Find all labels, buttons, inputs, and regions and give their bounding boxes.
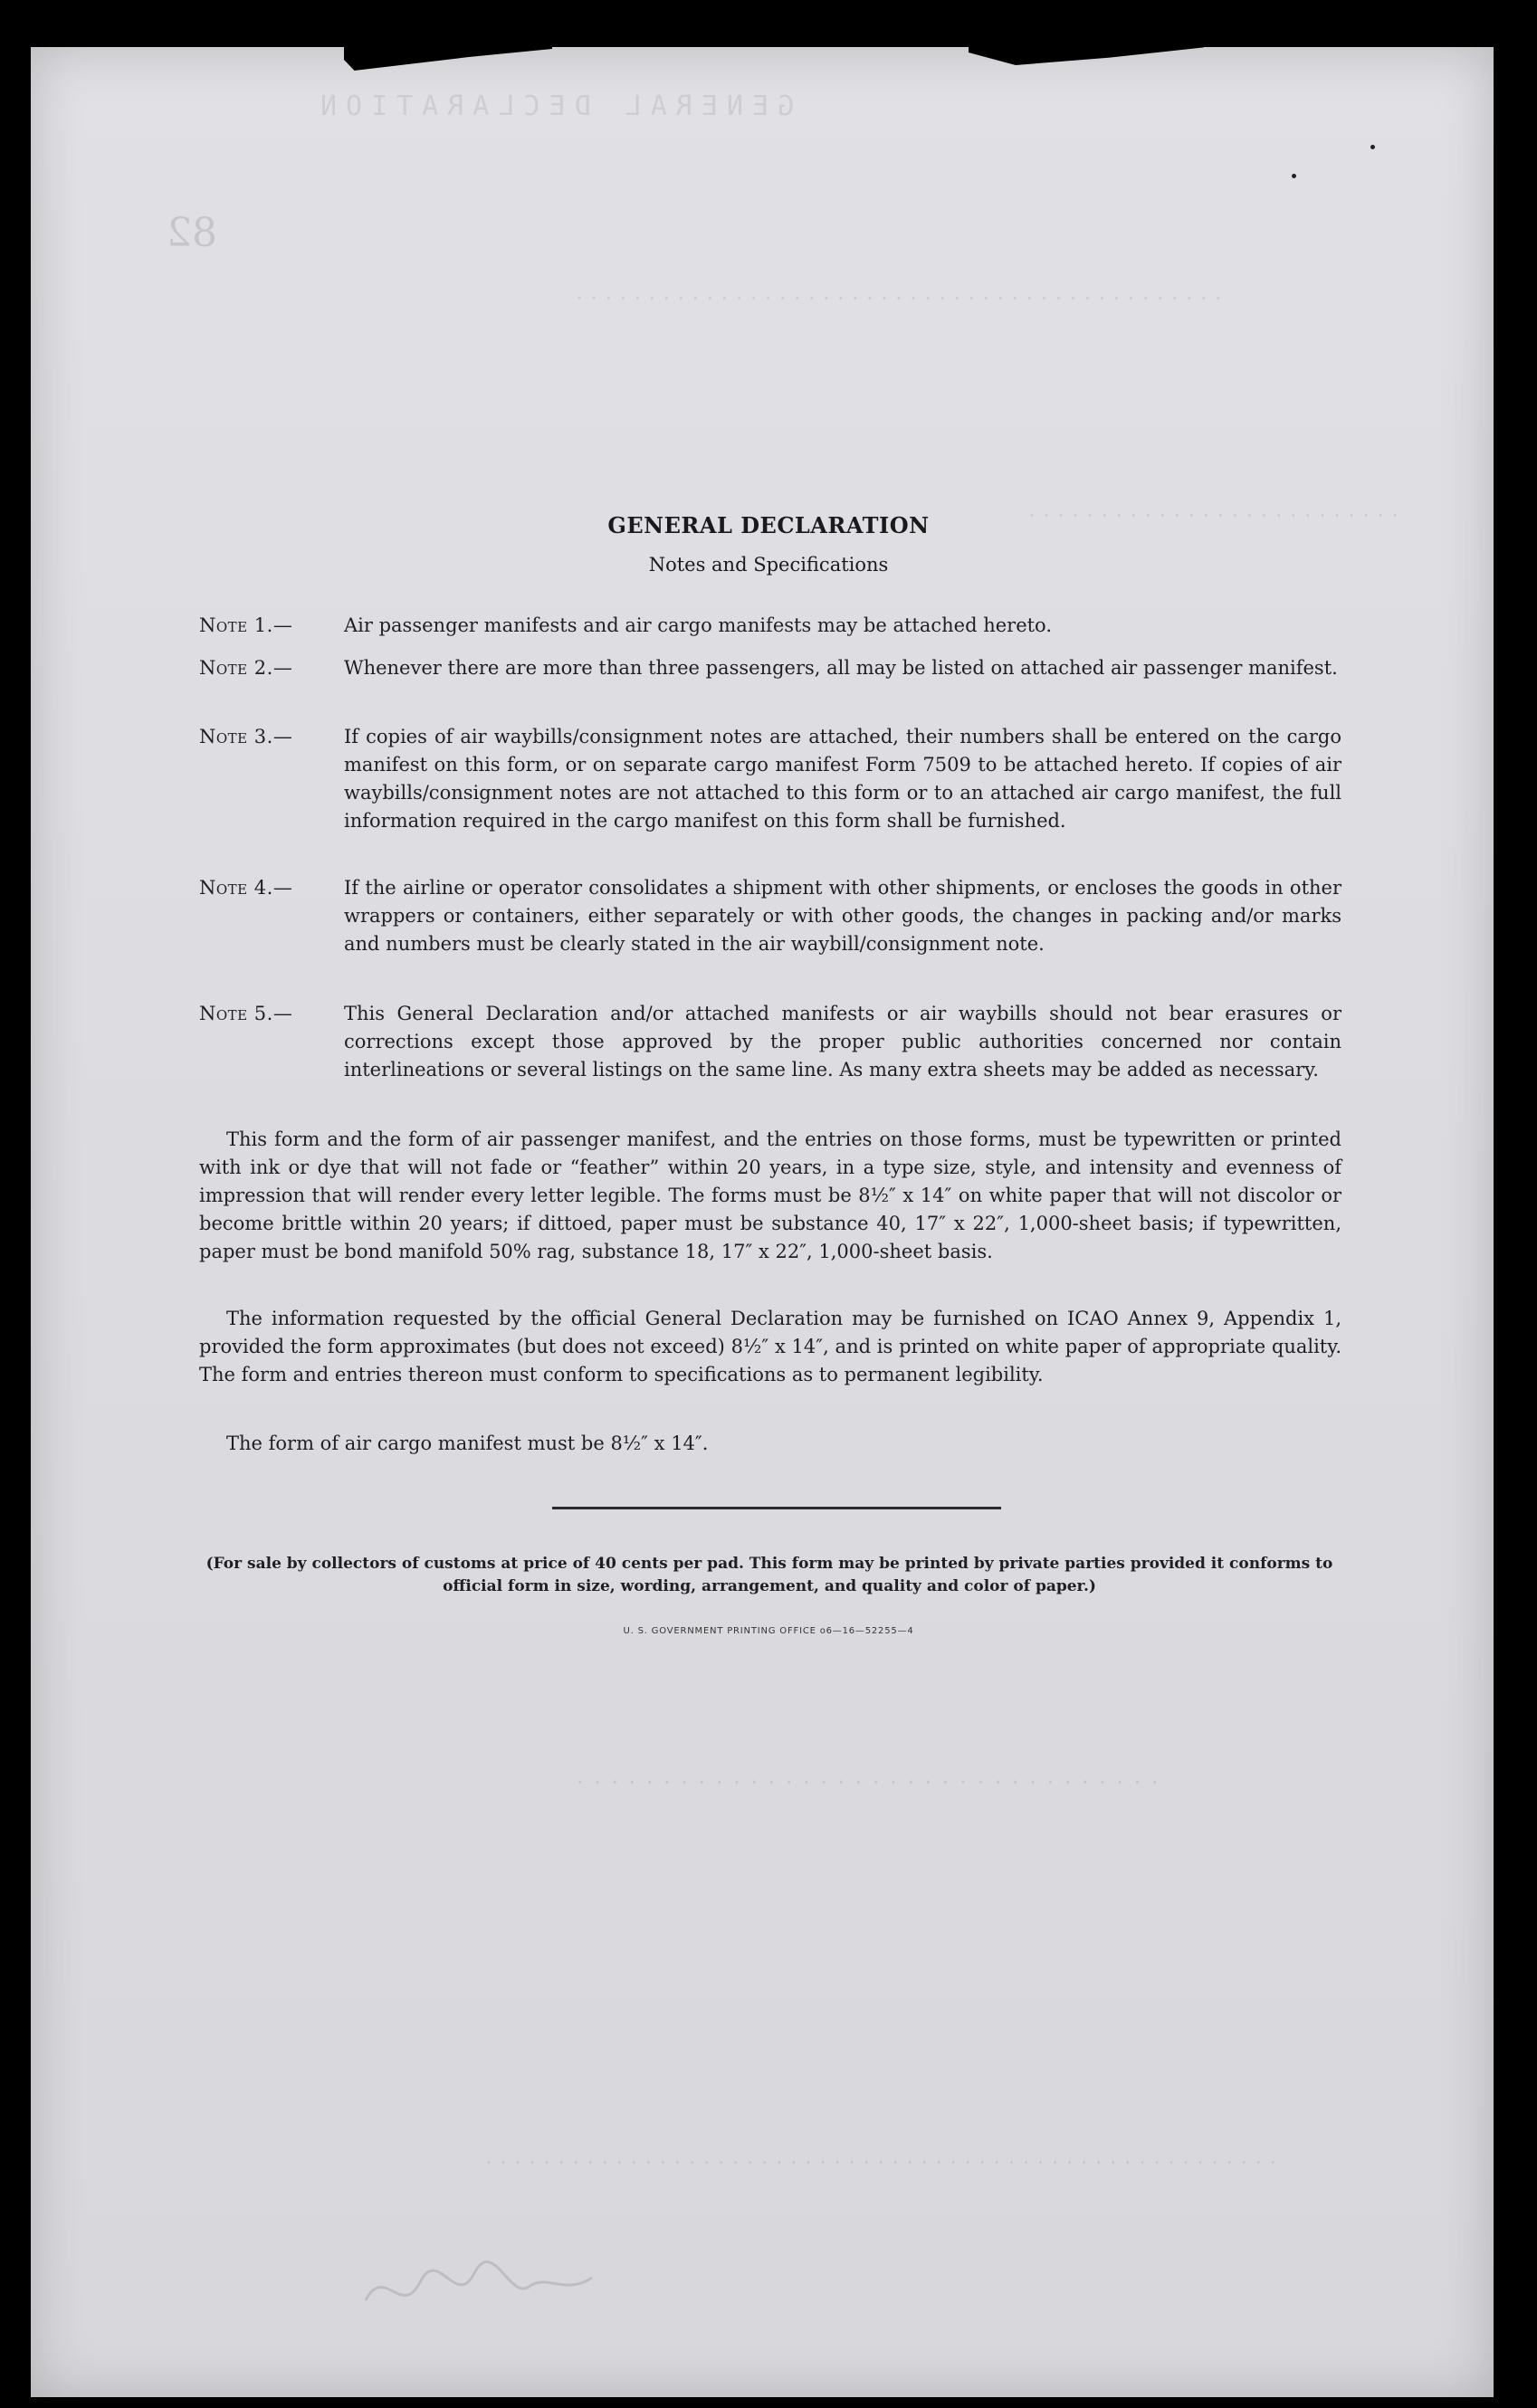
note-text: This General Declaration and/or attached manifests or air waybills should not bear erasures or corrections except those approved by the proper public authorities concerned nor contain interlineations or several listings on the same line. As many extra sheets may be added as necessary.: [344, 1003, 1341, 1080]
icao-paragraph: The information requested by the official General Declaration may be furnished on ICAO Annex 9, Appendix 1, provided the form approximates (but does not exceed) 8½″ x 14″, and is printed on white paper of appropriate quality. The form and entries thereon must conform to specifications as to permanent legibility.: [199, 1308, 1341, 1385]
bleed-through-line: ..................................: [574, 1766, 1167, 1789]
bleed-through-line: .......................................................: [483, 2146, 1283, 2168]
scan-speck: [1292, 174, 1296, 178]
bleed-through-header: GENERAL DECLARATION: [311, 90, 795, 122]
note-label: Note 1.—: [199, 614, 293, 636]
page-title: GENERAL DECLARATION: [607, 512, 930, 538]
note-3: [199, 723, 1341, 835]
bleed-through-line: .............................................: [574, 282, 1227, 304]
note-label: Note 4.—: [199, 877, 293, 899]
page-subtitle: Notes and Specifications: [648, 554, 889, 576]
printer-imprint: U. S. GOVERNMENT PRINTING OFFICE o6—16—52255—4: [623, 1626, 914, 1636]
bleed-through-signature: [357, 2246, 628, 2327]
note-label: Note 3.—: [199, 726, 293, 747]
cargo-manifest-size-paragraph: The form of air cargo manifest must be 8½″ x 14″.: [226, 1432, 709, 1454]
note-5: [199, 1000, 1341, 1084]
bleed-through-page-number: 82: [167, 210, 217, 256]
note-label: Note 5.—: [199, 1003, 293, 1024]
scan-speck: [1370, 145, 1375, 149]
note-1: [199, 612, 1341, 640]
note-4: [199, 874, 1341, 958]
note-label: Note 2.—: [199, 657, 293, 679]
note-2: [199, 654, 1341, 682]
sale-notice: (For sale by collectors of customs at price of 40 cents per pad. This form may be printed by private parties provided it conforms to official form in size, wording, arrangement, and quality and color of paper.): [205, 1555, 1333, 1595]
note-text: Whenever there are more than three passengers, all may be listed on attached air passenger manifest.: [344, 657, 1338, 679]
form-specification-paragraph: This form and the form of air passenger manifest, and the entries on those forms, must be typewritten or printed with ink or dye that will not fade or “feather” within 20 years, in a type size, style, and intensity and evenness of impression that will render every letter legible. The forms must be 8½″ x 14″ on white paper that will not discolor or become brittle within 20 years; if dittoed, paper must be substance 40, 17″ x 22″, 1,000-sheet basis; if typewritten, paper must be bond manifold 50% rag, substance 18, 17″ x 22″, 1,000-sheet basis.: [199, 1128, 1341, 1262]
bleed-through-line: ..........................: [1026, 500, 1405, 521]
note-text: Air passenger manifests and air cargo manifests may be attached hereto.: [344, 614, 1053, 636]
note-text: If the airline or operator consolidates a shipment with other shipments, or encloses the goods in other wrappers or containers, either separately or with other goods, the changes in packing and/or marks and numbers must be clearly stated in the air waybill/consignment note.: [344, 877, 1341, 955]
separator-rule: [552, 1507, 1001, 1509]
note-text: If copies of air waybills/consignment notes are attached, their numbers shall be entered on the cargo manifest on this form, or on separate cargo manifest Form 7509 to be attached hereto. If copies of air waybills/consignment notes are not attached to this form or to an attached air cargo manifest, the full information required in the cargo manifest on this form shall be furnished.: [344, 726, 1341, 832]
